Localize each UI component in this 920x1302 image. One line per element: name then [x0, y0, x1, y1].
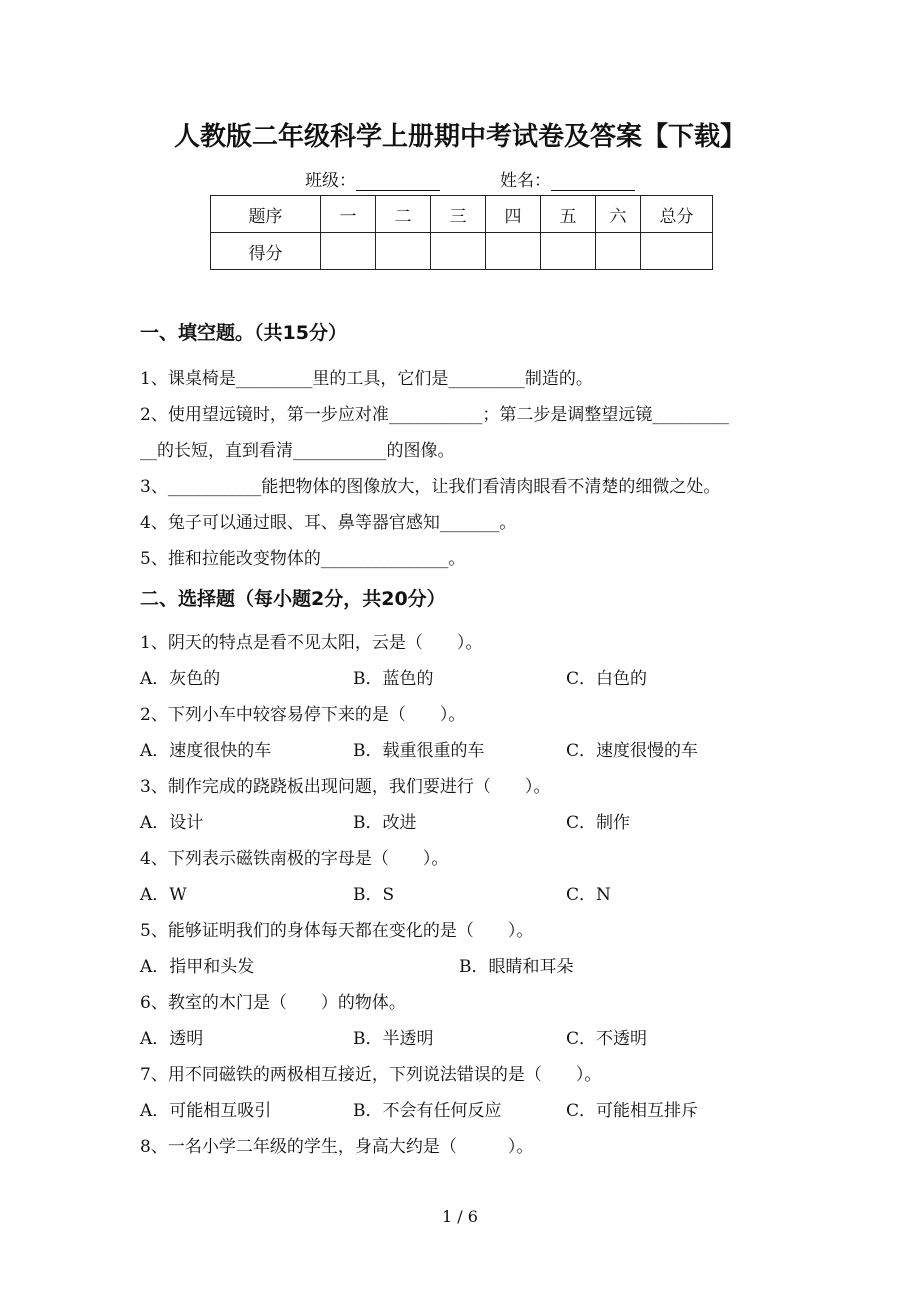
score-table: [210, 195, 713, 270]
score-cell-empty: [431, 233, 486, 270]
option-a: A．可能相互吸引: [140, 1101, 272, 1121]
question-text: 2、使用望远镜时，第一步应对准___________；第二步是调整望远镜_________: [140, 405, 729, 425]
question-stem: 1、阴天的特点是看不见太阳，云是（ ）。: [140, 633, 483, 653]
page-title: 人教版二年级科学上册期中考试卷及答案【下载】: [173, 122, 746, 152]
option-a: A．透明: [140, 1029, 204, 1049]
option-b: B．眼睛和耳朵: [459, 957, 574, 977]
name-blank: [551, 173, 635, 191]
option-a: A．指甲和头发: [140, 957, 255, 977]
option-c: C．制作: [566, 813, 631, 833]
score-cell-header: 六: [596, 196, 641, 233]
option-b: B．半透明: [353, 1029, 434, 1049]
score-cell-header: 题序: [211, 196, 321, 233]
score-table-score-row: [211, 233, 713, 270]
page-number: 1 / 6: [442, 1207, 478, 1226]
score-cell-empty: [541, 233, 596, 270]
question-stem: 7、用不同磁铁的两极相互接近，下列说法错误的是（ ）。: [140, 1065, 602, 1085]
score-cell-header: 总分: [641, 196, 713, 233]
score-cell-header: 五: [541, 196, 596, 233]
option-c: C．不透明: [566, 1029, 648, 1049]
question-stem: 6、教室的木门是（ ）的物体。: [140, 993, 406, 1013]
name-field: [500, 166, 635, 191]
option-a: A．设计: [140, 813, 204, 833]
option-b: B．改进: [353, 813, 417, 833]
score-cell-header: 二: [376, 196, 431, 233]
class-blank: [356, 173, 440, 191]
option-a: A．灰色的: [140, 669, 221, 689]
option-c: C．白色的: [566, 669, 648, 689]
option-c: C．速度很慢的车: [566, 741, 699, 761]
option-a: A．W: [140, 885, 187, 905]
option-b: B．载重很重的车: [353, 741, 485, 761]
score-cell-empty: [376, 233, 431, 270]
score-cell-empty: [321, 233, 376, 270]
section-heading-fill-blank: 一、填空题。（共15分）: [140, 322, 347, 344]
section-heading-multiple-choice: 二、选择题（每小题2分，共20分）: [140, 588, 446, 610]
question-text: 1、课桌椅是_________里的工具，它们是_________制造的。: [140, 369, 593, 389]
question-stem: 8、一名小学二年级的学生，身高大约是（ ）。: [140, 1137, 534, 1157]
score-cell-header: 四: [486, 196, 541, 233]
question-text: 3、___________能把物体的图像放大，让我们看清肉眼看不清楚的细微之处。: [140, 477, 721, 497]
score-cell-empty: [596, 233, 641, 270]
question-stem: 4、下列表示磁铁南极的字母是（ ）。: [140, 849, 449, 869]
question-text: 4、兔子可以通过眼、耳、鼻等器官感知_______。: [140, 513, 517, 533]
option-b: B．S: [353, 885, 395, 905]
name-label: 姓名：: [500, 171, 551, 191]
option-a: A．速度很快的车: [140, 741, 272, 761]
question-stem: 2、下列小车中较容易停下来的是（ ）。: [140, 705, 466, 725]
option-c: C．可能相互排斥: [566, 1101, 699, 1121]
class-field: [305, 166, 440, 191]
score-cell-header: 三: [431, 196, 486, 233]
class-label: 班级：: [305, 171, 356, 191]
question-text-continued: __的长短，直到看清___________的图像。: [140, 441, 455, 461]
question-text: 5、推和拉能改变物体的_______________。: [140, 549, 466, 569]
score-table-header-row: [211, 196, 713, 233]
score-cell-empty: [641, 233, 713, 270]
option-b: B．蓝色的: [353, 669, 434, 689]
option-b: B．不会有任何反应: [353, 1101, 502, 1121]
question-stem: 3、制作完成的跷跷板出现问题，我们要进行（ ）。: [140, 777, 551, 797]
score-cell-header: 一: [321, 196, 376, 233]
score-cell-empty: [486, 233, 541, 270]
score-row-label: 得分: [211, 233, 321, 270]
question-stem: 5、能够证明我们的身体每天都在变化的是（ ）。: [140, 921, 534, 941]
option-c: C．N: [566, 885, 611, 905]
